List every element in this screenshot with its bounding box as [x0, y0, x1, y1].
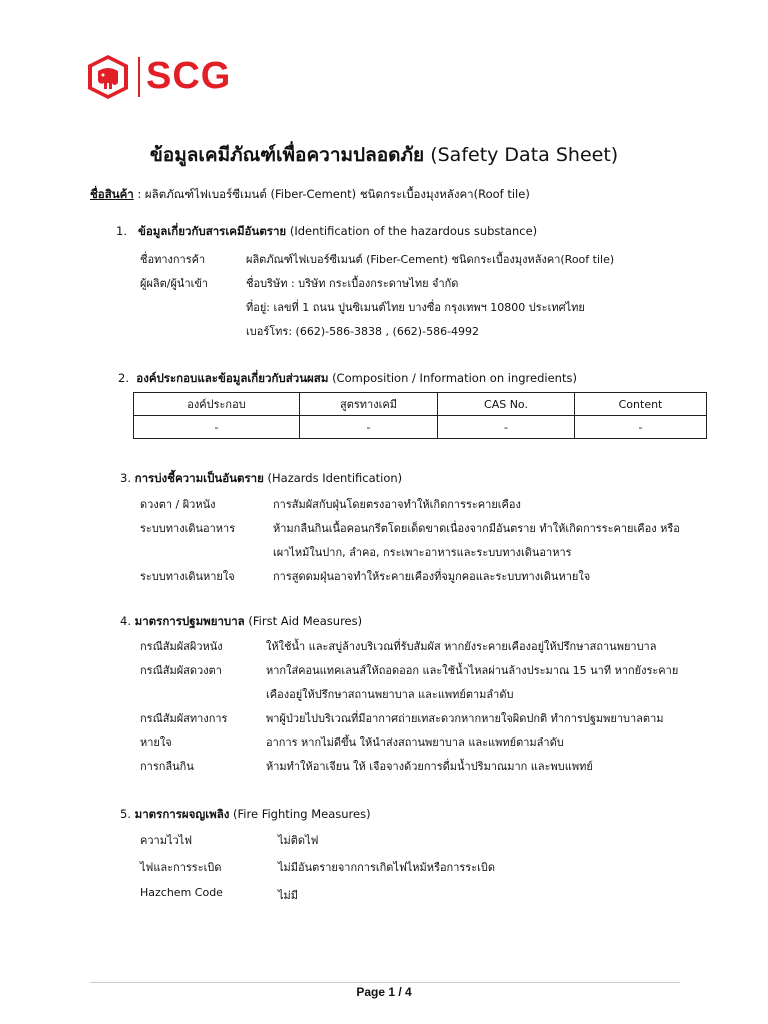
row-label: หายใจ [140, 736, 172, 749]
row-value: เบอร์โทร: (662)-586-3838 , (662)-586-4992 [246, 325, 480, 338]
row-label: ดวงตา / ผิวหนัง [140, 498, 216, 511]
row-label: ชื่อทางการค้า [140, 253, 206, 266]
section-number: 2. [118, 371, 129, 385]
table-header-row [134, 393, 707, 416]
row-value: พาผู้ป่วยไปบริเวณที่มีอากาศถ่ายเทสะดวกหากหายใจผิดปกติ ทำการปฐมพยาบาลตาม [266, 712, 664, 725]
table-cell: - [438, 416, 575, 439]
row-label: ความไวไฟ [140, 834, 192, 847]
section-number: 4. [120, 614, 131, 628]
row-value: การสัมผัสกับฝุ่นโดยตรงอาจทำให้เกิดการระคายเคือง [273, 498, 521, 511]
section-title-th: การบ่งชี้ความเป็นอันตราย [134, 471, 264, 485]
product-value: : ผลิตภัณฑ์ไฟเบอร์ซีเมนต์ (Fiber-Cement) ชนิดกระเบื้องมุงหลังคา(Roof tile) [137, 187, 530, 201]
row-value: อาการ หากไม่ดีขึ้น ให้นำส่งสถานพยาบาล และแพทย์ตามลำดับ [266, 736, 564, 749]
row-value: เคืองอยู่ให้ปรึกษาสถานพยาบาล และแพทย์ตามลำดับ [266, 688, 514, 701]
row-value: ผลิตภัณฑ์ไฟเบอร์ซีเมนต์ (Fiber-Cement) ชนิดกระเบื้องมุงหลังคา(Roof tile) [246, 253, 615, 266]
elephant-emblem-icon [84, 53, 132, 101]
row-label: กรณีสัมผัสทางการ [140, 712, 228, 725]
row-label: ระบบทางเดินหายใจ [140, 570, 235, 583]
row-value: เผาไหม้ในปาก, ลำคอ, กระเพาะอาหารและระบบทางเดินอาหาร [273, 546, 572, 559]
row-label: Hazchem Code [140, 886, 223, 899]
section-title-th: องค์ประกอบและข้อมูลเกี่ยวกับส่วนผสม [136, 371, 329, 385]
section4-heading [120, 613, 362, 631]
row-value: ให้ใช้น้ำ และสบู่ล้างบริเวณที่รับสัมผัส หากยังระคายเคืองอยู่ให้ปรึกษาสถานพยาบาล [266, 640, 657, 653]
section5-heading [120, 806, 371, 824]
row-value: ที่อยู่: เลขที่ 1 ถนน ปูนซิเมนต์ไทย บางซื่อ กรุงเทพฯ 10800 ประเทศไทย [246, 301, 585, 314]
table-header: Content [575, 393, 707, 416]
row-value: การสูดดมฝุ่นอาจทำให้ระคายเคืองที่จมูกคอและระบบทางเดินหายใจ [273, 570, 591, 583]
row-value: ห้ามกลืนกินเนื้อคอนกรีตโดยเด็ดขาดเนื่องจากมีอันตราย ทำให้เกิดการระคายเคือง หรือ [273, 522, 680, 535]
row-value: หากใส่คอนแทคเลนส์ให้ถอดออก และใช้น้ำไหลผ่านล้างประมาณ 15 นาที หากยังระคาย [266, 664, 679, 677]
row-label: กรณีสัมผัสดวงตา [140, 664, 222, 677]
composition-table [133, 392, 707, 439]
title-thai: ข้อมูลเคมีภัณฑ์เพื่อความปลอดภัย [149, 144, 425, 166]
footer-divider [90, 982, 680, 983]
row-value: ห้ามทำให้อาเจียน ให้ เจือจางด้วยการดื่มน้ำปริมาณมาก และพบแพทย์ [266, 760, 593, 773]
section2-heading [118, 370, 577, 388]
section-title-th: มาตรการผจญเพลิง [134, 807, 230, 821]
section-number: 1. [116, 224, 127, 238]
table-header: องค์ประกอบ [134, 393, 300, 416]
table-row [134, 416, 707, 439]
table-cell: - [575, 416, 707, 439]
product-line [90, 186, 530, 204]
page-number-text: Page 1 / 4 [356, 985, 412, 999]
row-label: ระบบทางเดินอาหาร [140, 522, 236, 535]
page-number [0, 985, 768, 999]
section-title-th: มาตรการปฐมพยาบาล [134, 614, 245, 628]
table-cell: - [134, 416, 300, 439]
logo-divider [138, 57, 140, 97]
section-number: 3. [120, 471, 131, 485]
section-title-en: (First Aid Measures) [248, 614, 363, 628]
section-number: 5. [120, 807, 131, 821]
section-title-en: (Composition / Information on ingredients) [332, 371, 577, 385]
row-label: ผู้ผลิต/ผู้นำเข้า [140, 277, 209, 290]
scg-logo [84, 53, 254, 101]
page-title [0, 140, 768, 170]
section1-heading [116, 223, 537, 241]
logo-text: SCG [146, 55, 232, 97]
section-title-th: ข้อมูลเกี่ยวกับสารเคมีอันตราย [137, 224, 287, 238]
section3-heading [120, 470, 402, 488]
section-title-en: (Hazards Identification) [267, 471, 403, 485]
row-value: ไม่ติดไฟ [278, 834, 319, 847]
table-header: สูตรทางเคมี [300, 393, 438, 416]
product-label: ชื่อสินค้า [90, 187, 134, 201]
row-value: ชื่อบริษัท : บริษัท กระเบื้องกระดาษไทย จำกัด [246, 277, 459, 290]
row-value: ไม่มีอันตรายจากการเกิดไฟไหม้หรือการระเบิด [278, 861, 495, 874]
section-title-en: (Identification of the hazardous substance) [289, 224, 538, 238]
title-english: (Safety Data Sheet) [430, 144, 619, 166]
row-value: ไม่มี [278, 889, 299, 902]
row-label: กรณีสัมผัสผิวหนัง [140, 640, 223, 653]
table-cell: - [300, 416, 438, 439]
row-label: การกลืนกิน [140, 760, 194, 773]
section-title-en: (Fire Fighting Measures) [233, 807, 371, 821]
table-header: CAS No. [438, 393, 575, 416]
row-label: ไฟและการระเบิด [140, 861, 222, 874]
